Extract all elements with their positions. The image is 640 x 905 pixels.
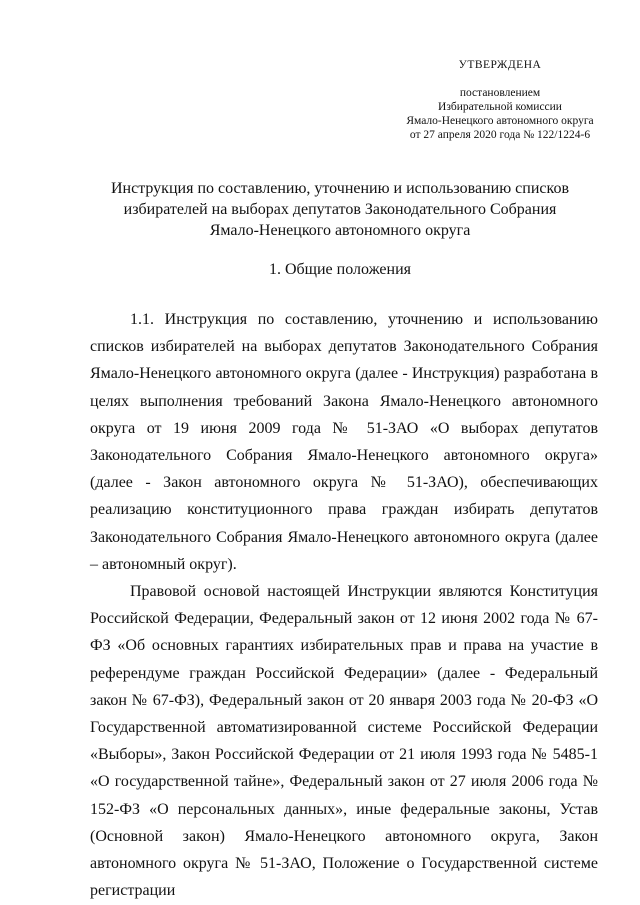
approval-line-3: Ямало-Ненецкого автономного округа <box>406 115 594 127</box>
approval-line-2: Избирательной комиссии <box>438 101 562 113</box>
approval-line-1: постановлением <box>459 87 541 99</box>
document-title-line-3: Ямало-Ненецкого автономного округа <box>209 222 471 239</box>
approval-title: УТВЕРЖДЕНА <box>458 59 542 71</box>
approval-stamp <box>390 58 610 142</box>
document-title <box>90 178 590 241</box>
section-heading: 1. Общие положения <box>268 261 412 278</box>
document-title-line-1: Инструкция по составлению, уточнению и использованию списков <box>110 180 570 197</box>
paragraph-legal-basis: Правовой основой настоящей Инструкции являются Конституция Российской Федерации, Федеральный закон от 12 июня 2002 года № 67-ФЗ «Об основных гарантиях избирательных прав и права на участие в референдуме граждан Российской Федерации» (далее - Федеральный закон № 67-ФЗ), Федеральный закон от 20 января 2003 года № 20-ФЗ «О Государственной автоматизированной системе Российской Федерации «Выборы», Закон Российской Федерации от 21 июля 1993 года № 5485-1 «О государственной тайне», Федеральный закон от 27 июля 2006 года № 152-ФЗ «О персональных данных», иные федеральные законы, Устав (Основной закон) Ямало-Ненецкого автономного округа, Закон автономного округа № 51-ЗАО, Положение о Государственной системе регистрации <box>90 583 598 900</box>
approval-line-4: от 27 апреля 2020 года № 122/1224-6 <box>409 129 591 141</box>
document-title-line-2: избирателей на выборах депутатов Законодательного Собрания <box>123 201 557 218</box>
paragraph-1-1: 1.1. Инструкция по составлению, уточнению и использованию списков избирателей на выборах депутатов Законодательного Собрания Ямало-Ненецкого автономного округа (далее - Инструкция) разработана в целях выполнения требований Закона Ямало-Ненецкого автономного округа от 19 июня 2009 года № 51-ЗАО «О выборах депутатов Законодательного Собрания Ямало-Ненецкого автономного округа» (далее - Закон автономного округа № 51-ЗАО), обеспечивающих реализацию конституционного права граждан избирать депутатов Законодательного Собрания Ямало-Ненецкого автономного округа (далее – автономный округ). <box>90 311 598 573</box>
document-body <box>90 306 598 904</box>
